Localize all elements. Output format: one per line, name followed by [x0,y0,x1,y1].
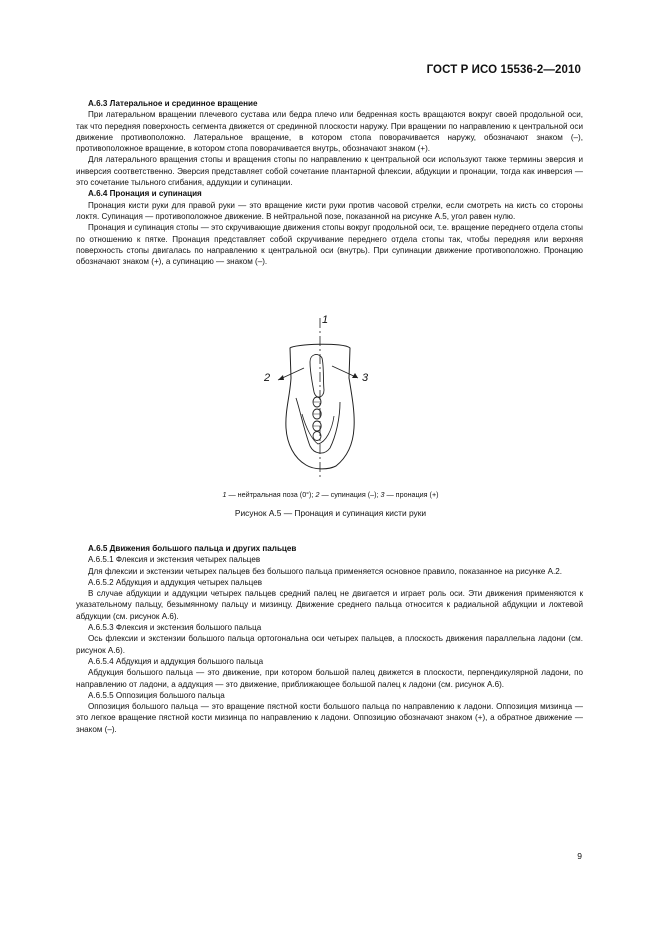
figure-caption: Рисунок А.5 — Пронация и супинация кисти руки [234,508,427,518]
para-a654: Абдукция большого пальца — это движение, при котором большой палец движется в плоскости, перпендикулярной ладони, по направлению от ладони, а аддукция — это движение, приближающее большой палец к ладони (см. рисунок А.6). [76,668,583,689]
subheading-a655: А.6.5.5 Оппозиция большого пальца [88,690,225,700]
text-block-bottom [76,543,583,735]
subheading-a652: А.6.5.2 Абдукция и аддукция четырех пальцев [88,577,263,587]
document-id-header: ГОСТ Р ИСО 15536-2—2010 [426,64,581,76]
hand-pronation-figure [260,318,380,483]
figure-legend: 1 — нейтральная поза (0°); 2 — супинация (–); 3 — пронация (+) [222,490,439,499]
thumb-outline [310,355,324,398]
heading-a65: А.6.5 Движения большого пальца и других пальцев [88,544,297,553]
page-number: 9 [577,851,582,861]
heading-a63: А.6.3 Латеральное и срединное вращение [88,99,258,108]
figure-label-3: 3 [362,372,369,384]
subheading-a651: А.6.5.1 Флексия и экстензия четырех пальцев [88,555,261,565]
subheading-a654: А.6.5.4 Абдукция и аддукция большого пальца [88,656,264,666]
figure-label-2: 2 [264,372,271,384]
palm-line [296,398,340,453]
para-a64-2: Пронация и супинация стопы — это скручивающие движения стопы вокруг продольной оси, т.е. вращение переднего отдела стопы по отношению к пятке. Пронация представляет собой скручивание переднего отдела стопы так, чтобы передняя или верхняя поверхность стопы двигалась по направлению к центральной оси (внутрь). При супинации движение противоположно. Пронацию обозначают знаком (+), а супинацию — знаком (–). [76,223,583,267]
figure-label-1: 1 [322,314,329,326]
para-a653: Ось флексии и экстензии большого пальца ортогональна оси четырех пальцев, а плоскость движения параллельна ладони (см. рисунок А.6). [76,634,583,655]
para-a63-1: При латеральном вращении плечевого сустава или бедра плечо или бедренная кость вращаются вокруг своей продольной оси, так что передняя поверхность сегмента движется от срединной плоскости наружу. При вращении по направлению к центральной оси движение противоположно. Латеральное вращение, в котором стопа поворачивается наружу, обозначают знаком (–), противоположное вращение, в котором стопа поворачивается внутрь, обозначают знаком (+). [76,110,583,154]
heading-a64: А.6.4 Пронация и супинация [88,189,202,199]
para-a651: Для флексии и экстензии четырех пальцев без большого пальца применяется основное правило, показанное на рисунке А.2. [88,566,563,576]
supination-arrowhead [278,375,284,380]
para-a64-1: Пронация кисти руки для правой руки — это вращение кисти руки против часовой стрелки, если смотреть на кисть со стороны локтя. Супинация — противоположное движение. В нейтральной позе, показанной на рисунке А.5, угол равен нулю. [76,200,583,221]
para-a652: В случае абдукции и аддукции четырех пальцев средний палец не двигается и играет роль оси. Эти движения применяются к указательному пальцу, безымянному пальцу и мизинцу. Движение среднего пальца относится к радиальной абдукции и локтевой абдукции (см. рисунок А.6). [76,589,583,621]
subheading-a653: А.6.5.3 Флексия и экстензия большого пальца [88,623,262,633]
text-block-top [76,98,583,267]
para-a655: Оппозиция большого пальца — это вращение пястной кости большого пальца по направлению к ладони. Оппозиция мизинца — это легкое вращение пястной кости мизинца по направлению к ладони. Оппозицию обозначают знаком (+), а обратное движение — знаком (–). [76,702,583,734]
para-a63-2: Для латерального вращения стопы и вращения стопы по направлению к центральной оси используют также термины эверсия и инверсия соответственно. Эверсия представляет собой сочетание плантарной флексии, абдукции и пронации, тогда как инверсия — это сочетание тыльного сгибания, аддукции и супинации. [76,155,583,188]
